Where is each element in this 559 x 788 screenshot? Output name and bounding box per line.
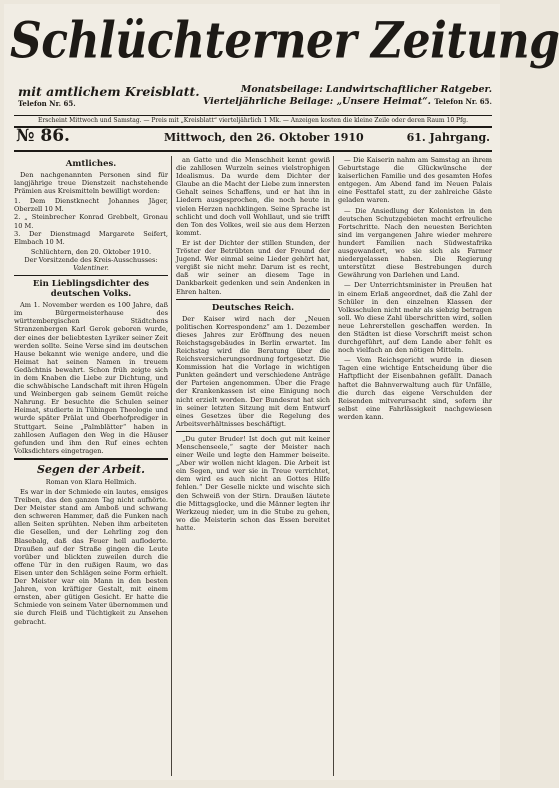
signature-title: Der Vorsitzende des Kreis-Ausschusses: [24,255,158,264]
article-text: Es war in der Schmiede ein lautes, emsiges Treiben, das den ganzen Tag nicht aufhörte. Der Meister stand am Amboß und schwang den schweren Hammer, daß die Funken nach allen Seiten sprühten. Neben ihm arbeiteten die Gesellen, und der Lehrling zog den Blasebalg, daß das Feuer hell aufloderte. Draußen auf der Straße gingen die Leute vorüber und blickten zuweilen durch die offene Tür in den rußigen Raum, wo das Eisen unter den Schlägen seine Form erhielt. Der Meister war ein Mann in den besten Jahren, von kräftiger Gestalt, mit einem ernsten, aber gütigen Gesicht. Er hatte die Schmiede von seinem Vater übernommen und sie durch Fleiß und Tüchtigkeit zu Ansehen gebracht. [14,488,168,626]
article-heading: Ein Lieblingsdichter des deutschen Volks. [32,279,150,300]
column-divider [333,156,334,776]
serial-author: Roman von Klara Hellmich. [45,477,137,486]
newspaper-title: Schlüchterner Zeitung [10,12,559,70]
masthead-supplements [196,84,492,108]
article-text: Den nachgenannten Personen sind für langjährige treue Dienstzeit nachstehende Prämien aus Kreismitteln bewilligt worden: [14,171,168,196]
article-text: Er ist der Dichter der stillen Stunden, der Tröster der Betrübten und der Freund der Jugend. Wer einmal seine Lieder gehört hat, vergißt sie nicht mehr. Darum ist es recht, daß wir seiner an diesem Tage in Dankbarkeit gedenken und sein Andenken in Ehren halten. [176,238,330,296]
subtitle-kreisblatt: mit amtlichem Kreisblatt. [18,84,200,99]
column-1 [14,156,168,776]
section-divider [176,431,330,432]
telefon-left: Telefon Nr. 65. [18,99,76,108]
issue-number: № 86. [16,126,70,146]
issue-date: Mittwoch, den 26. Oktober 1910 [164,131,364,144]
list-item: 3. Der Dienstmagd Margarete Seifert, Elmbach 10 M. [14,229,168,246]
newspaper-page [4,4,559,780]
signature-name: Valentiner. [73,264,109,273]
section-heading-reich: Deutsches Reich. [211,302,295,313]
article-text: an Gatte und die Menschheit kennt gewiß die zahllosen Wurzeln seines vielstrophigen Idealismus. Da wurde dem Dichter der Glaube an die Macht der Liebe zum innersten Gehalt seines Schaffens, und er hat ihn in Liedern ausgesprochen, die noch heute in vielen Herzen nachklingen. Seine Sprache ist schlicht und doch voll Wohllaut, und sie trifft den Ton des Volkes, weil sie aus dem Herzen kommt. [176,156,330,237]
column-2 [176,156,330,776]
article-text: „Du guter Bruder! Ist doch gut mit keiner Menschenseele,“ sagte der Meister nach einer Weile und legte den Hammer beiseite. „Aber wir wollen nicht klagen. Die Arbeit ist ein Segen, und wer sie in Treue verrichtet, dem wird es auch nicht an Gottes Hilfe fehlen.“ Der Geselle nickte und wischte sich den Schweiß von der Stirn. Draußen läutete die Mittagsglocke, und die Männer legten ihr Werkzeug nieder, um in die Stube zu gehen, wo die Meisterin schon das Essen bereitet hatte. [176,434,330,532]
supplement-monthly: Monatsbeilage: Landwirtschaftlicher Ratgeber. [240,84,492,95]
article-text: — Der Unterrichtsminister in Preußen hat in einem Erlaß angeordnet, daß die Zahl der Schüler in den einzelnen Klassen der Volksschulen nicht mehr als siebzig betragen soll. Wo diese Zahl überschritten wird, sollen neue Lehrerstellen geschaffen werden. In den Städten ist diese Vorschrift meist schon durchgeführt, auf dem Lande aber fehlt es noch vielfach an den nötigen Mitteln. [338,281,492,355]
column-divider [171,156,172,776]
supplement-quarterly: Vierteljährliche Beilage: „Unsere Heimat“. [202,96,431,107]
date-line: Schlüchtern, den 20. Oktober 1910. [30,247,152,256]
article-text: — Die Ansiedlung der Kolonisten in den deutschen Schutzgebieten macht erfreuliche Fortschritte. Nach den neuesten Berichten sind im vergangenen Jahre wieder mehrere hundert Familien nach Südwestafrika ausgewandert, wo sie sich als Farmer niedergelassen haben. Die Regierung unterstützt diese Bestrebungen durch Gewährung von Darlehen und Land. [338,206,492,280]
masthead [10,6,559,84]
article-text: Der Kaiser wird nach der „Neuen politischen Korrespondenz“ am 1. Dezember dieses Jahres zur Eröffnung des neuen Reichstagsgebäudes in Berlin erwartet. Im Reichstag wird die Beratung über die Reichsversicherungsordnung fortgesetzt. Die Kommission hat die Vorlage in wichtigen Punkten geändert und verschiedene Anträge der Parteien angenommen. Über die Frage der Krankenkassen ist eine Einigung noch nicht erzielt worden. Der Bundesrat hat sich in seiner letzten Sitzung mit dem Entwurf eines Gesetzes über die Regelung des Arbeitsverhältnisses beschäftigt. [176,314,330,428]
publication-info-bar: Erscheint Mittwoch und Samstag. — Preis mit „Kreisblatt“ vierteljährlich 1 Mk. — Anzeigen kosten die kleine Zeile oder deren Raum 10 Pfg. [14,115,492,128]
article-text: Am 1. November werden es 100 Jahre, daß im Bürgermeisterhause des württembergischen Städtchens Stranzenbergen Karl Gerok geboren wurde, der eines der beliebtesten Lyriker seiner Zeit werden sollte. Seine Verse sind im deutschen Hause bekannt wie wenige andere, und die Heimat hat seinen Namen in treuem Gedächtnis bewahrt. Schon früh zeigte sich in dem Knaben die Liebe zur Dichtung, und die schwäbische Landschaft mit ihren Hügeln und Weinbergen gab seinem Gemüt reiche Nahrung. Er besuchte die Schulen seiner Heimat, studierte in Tübingen Theologie und wurde später Prälat und Oberhofprediger in Stuttgart. Seine „Palmblätter“ haben in zahllosen Auflagen den Weg in die Häuser gefunden und ihm den Ruf eines echten Volksdichters eingetragen. [14,301,168,455]
article-text: — Vom Reichsgericht wurde in diesen Tagen eine wichtige Entscheidung über die Haftpflicht der Eisenbahnen gefällt. Danach haftet die Bahnverwaltung auch für Unfälle, die durch das eigene Verschulden der Reisenden mitverursacht sind, sofern ihr selbst eine Fahrlässigkeit nachgewiesen werden kann. [338,356,492,421]
section-divider [176,299,330,300]
list-item: 2. „ Steinbrecher Konrad Grebbelt, Gronau 10 M. [14,213,168,230]
issue-row [14,126,492,152]
article-text: — Die Kaiserin nahm am Samstag an ihrem Geburtstage die Glückwünsche der kaiserlichen Familie und des gesamten Hofes entgegen. Am Abend fand im Neuen Palais eine Festtafel statt, zu der zahlreiche Gäste geladen waren. [338,156,492,205]
serial-heading: Segen der Arbeit. [37,462,145,476]
section-divider [14,275,168,276]
section-heading-amtliches: Amtliches. [65,159,117,169]
column-3 [338,156,492,776]
masthead-subtitle [18,84,200,108]
telefon-right: Telefon Nr. 65. [434,97,492,106]
issue-volume: 61. Jahrgang. [406,131,490,144]
list-item: 1. Dem Dienstknecht Johannes Jäger, Oberzell 10 M. [14,197,168,214]
section-divider [14,458,168,460]
